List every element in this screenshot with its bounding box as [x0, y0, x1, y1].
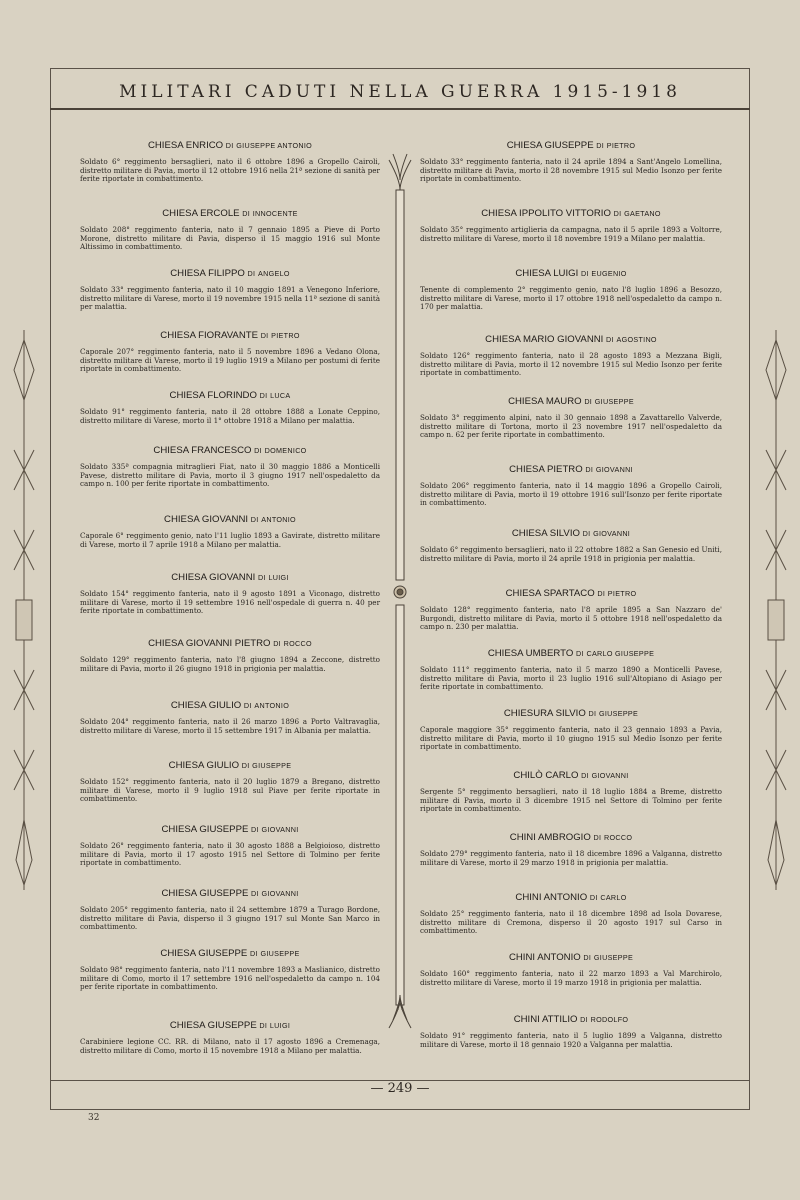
corner-page-number: 32 [88, 1113, 100, 1123]
entry [80, 700, 380, 735]
entry [420, 528, 722, 563]
entry [420, 648, 722, 692]
entry [420, 268, 722, 312]
entry-name: CHIESA MARIO GIOVANNI DI AGOSTINO [485, 334, 657, 345]
entry-name: CHIESA IPPOLITO VITTORIO DI GAETANO [481, 208, 661, 219]
entry [80, 760, 380, 804]
entry [80, 445, 380, 489]
entry-name: CHIESA UMBERTO DI CARLO GIUSEPPE [487, 648, 655, 659]
entry-text: Soldato 335ª compagnia mitraglieri Fiat, nato il 30 maggio 1886 a Monticelli Pavese, distretto militare di Pavia, morto il 3 giugno 1917 nell'ospedaletto da campo n. 100 per ferite riportate in combattimento. [80, 462, 380, 489]
entry-name: CHINI ATTILIO DI RODOLFO [513, 1014, 629, 1025]
entry-name: CHIESA GIUSEPPE DI LUIGI [169, 1020, 291, 1031]
entry-text: Soldato 35° reggimento artiglieria da campagna, nato il 5 aprile 1893 a Voltorre, distretto militare di Varese, morto il 18 novembre 1919 a Milano per malattia. [420, 225, 722, 243]
entry [80, 638, 380, 673]
entry-name: CHIESA FRANCESCO DI DOMENICO [153, 445, 307, 456]
entry-name: CHIESA ENRICO DI GIUSEPPE ANTONIO [147, 140, 313, 151]
entry-text: Soldato 91° reggimento fanteria, nato il 28 ottobre 1888 a Lonate Ceppino, distretto militare di Varese, morto il 1° ottobre 1918 a Milano per malattia. [80, 407, 380, 425]
entry-name: CHIESA FIORAVANTE DI PIETRO [160, 330, 300, 341]
entry-text: Soldato 26° reggimento fanteria, nato il 30 agosto 1888 a Belgioioso, distretto militare di Pavia, morto il 17 agosto 1915 nel Settore di Tolmino per ferite riportate in combattimento. [80, 841, 380, 868]
entry-name: CHIESA FLORINDO DI LUCA [169, 390, 291, 401]
entry-text: Soldato 279° reggimento fanteria, nato il 18 dicembre 1896 a Valganna, distretto militare di Varese, morto il 29 marzo 1918 in prigionia per malattia. [420, 849, 722, 867]
entry [420, 708, 722, 752]
entry-text: Soldato 98° reggimento fanteria, nato l'11 novembre 1893 a Maslianico, distretto militare di Como, morto il 17 settembre 1916 nell'ospedaletto da campo n. 104 per ferite riportate in combattimento. [80, 965, 380, 992]
entry [80, 268, 380, 312]
entry-text: Soldato 33° reggimento fanteria, nato il 10 maggio 1891 a Venegono Inferiore, distretto militare di Varese, morto il 19 novembre 1915 nella 11ª sezione di sanità per malattia. [80, 285, 380, 312]
entry-text: Soldato 6° reggimento bersaglieri, nato il 22 ottobre 1882 a San Genesio ed Uniti, distretto militare di Pavia, morto il 24 aprile 1918 in prigionia per malattia. [420, 545, 722, 563]
entry-text: Soldato 6° reggimento bersaglieri, nato il 6 ottobre 1896 a Gropello Cairoli, distretto militare di Pavia, morto il 12 ottobre 1916 nella 21ª sezione di sanità per ferite riportate in combattimento. [80, 157, 380, 184]
entry [80, 824, 380, 868]
entry [80, 140, 380, 184]
entry-name: CHIESA GIUSEPPE DI PIETRO [506, 140, 636, 151]
entry-text: Carabiniere legione CC. RR. di Milano, nato il 17 agosto 1896 a Cremenaga, distretto militare di Como, morto il 15 novembre 1918 a Milano per malattia. [80, 1037, 380, 1055]
entry-name: CHINI ANTONIO DI GIUSEPPE [508, 952, 634, 963]
entry [80, 1020, 380, 1055]
entry [80, 390, 380, 425]
entry-text: Soldato 126° reggimento fanteria, nato il 28 agosto 1893 a Mezzana Bigli, distretto militare di Pavia, morto il 12 novembre 1915 sul Medio Isonzo per ferite riportate in combattimento. [420, 351, 722, 378]
entry-name: CHIESA GIOVANNI DI ANTONIO [164, 514, 296, 525]
entry [420, 892, 722, 936]
entry-name: CHIESURA SILVIO DI GIUSEPPE [503, 708, 639, 719]
entry-name: CHIESA SILVIO DI GIOVANNI [511, 528, 631, 539]
entry-text: Soldato 91° reggimento fanteria, nato il 5 luglio 1899 a Valganna, distretto militare di Varese, morto il 18 gennaio 1920 a Valganna per malattia. [420, 1031, 722, 1049]
page-number: — 249 — [370, 1081, 430, 1096]
entry [80, 888, 380, 932]
entry-name: CHIESA GIULIO DI GIUSEPPE [168, 760, 292, 771]
entry [80, 572, 380, 616]
entry [420, 464, 722, 508]
entry-text: Soldato 208° reggimento fanteria, nato il 7 gennaio 1895 a Pieve di Porto Morone, distretto militare di Pavia, disperso il 15 maggio 1916 sul Monte Altissimo in combattimento. [80, 225, 380, 252]
entry-text: Soldato 129° reggimento fanteria, nato l'8 giugno 1894 a Zeccone, distretto militare di Pavia, morto il 26 giugno 1918 in prigionia per malattia. [80, 655, 380, 673]
entry-text: Caporale maggiore 35° reggimento fanteria, nato il 23 gennaio 1893 a Pavia, distretto militare di Pavia, morto il 10 giugno 1915 sul Medio Isonzo per ferite riportate in combattimento. [420, 725, 722, 752]
entry-name: CHIESA GIULIO DI ANTONIO [170, 700, 290, 711]
entry-text: Soldato 160° reggimento fanteria, nato il 22 marzo 1893 a Val Marchirolo, distretto militare di Varese, morto il 19 marzo 1918 in prigionia per malattia. [420, 969, 722, 987]
entry-name: CHINI AMBROGIO DI ROCCO [509, 832, 633, 843]
entry-text: Soldato 128° reggimento fanteria, nato l'8 aprile 1895 a San Nazzaro de' Burgondi, distretto militare di Pavia, morto il 5 ottobre 1918 nell'ospedaletto da campo n. 230 per malattia. [420, 605, 722, 632]
entry [420, 396, 722, 440]
entry-text: Tenente di complemento 2° reggimento genio, nato l'8 luglio 1896 a Besozzo, distretto militare di Varese, morto il 17 ottobre 1918 nell'ospedaletto da campo n. 170 per malattia. [420, 285, 722, 312]
right-border-ornament [762, 330, 790, 890]
entry-name: CHIESA GIOVANNI DI LUIGI [171, 572, 289, 583]
entry-name: CHIESA LUIGI DI EUGENIO [515, 268, 627, 279]
entry [420, 588, 722, 632]
entry-text: Soldato 3° reggimento alpini, nato il 30 gennaio 1898 a Zavattarello Valverde, distretto militare di Tortona, morto il 23 novembre 1917 nell'ospedaletto da campo n. 62 per ferite riportate in combattimento. [420, 413, 722, 440]
entry-text: Sergente 5° reggimento bersaglieri, nato il 18 luglio 1884 a Breme, distretto militare di Pavia, morto il 3 dicembre 1915 nel Settore di Tolmino per ferite riportate in combattimento. [420, 787, 722, 814]
entry-text: Caporale 6° reggimento genio, nato l'11 luglio 1893 a Gavirate, distretto militare di Varese, morto il 7 aprile 1918 a Milano per malattia. [80, 531, 380, 549]
entry-name: CHIESA GIUSEPPE DI GIOVANNI [161, 888, 299, 899]
entry [80, 208, 380, 252]
entry [80, 514, 380, 549]
entry-text: Soldato 204° reggimento fanteria, nato il 26 marzo 1896 a Porto Valtravaglia, distretto militare di Varese, morto il 15 settembre 1917 in Albania per malattia. [80, 717, 380, 735]
entry-name: CHIESA GIUSEPPE DI GIOVANNI [161, 824, 299, 835]
entry-text: Soldato 25° reggimento fanteria, nato il 18 dicembre 1898 ad Isola Dovarese, distretto militare di Cremona, disperso il 20 agosto 1917 sul Carso in combattimento. [420, 909, 722, 936]
entry-name: CHIESA MAURO DI GIUSEPPE [508, 396, 634, 407]
entry-name: CHIESA SPARTACO DI PIETRO [505, 588, 637, 599]
entry [420, 140, 722, 184]
entry-name: CHIESA GIUSEPPE DI GIUSEPPE [160, 948, 300, 959]
entry-name: CHIESA FILIPPO DI ANGELO [170, 268, 290, 279]
entry-text: Soldato 111° reggimento fanteria, nato il 5 marzo 1890 a Monticelli Pavese, distretto militare di Pavia, morto il 23 luglio 1916 sull'Altopiano di Asiago per ferite riportate in combattimento. [420, 665, 722, 692]
entry-text: Soldato 33° reggimento fanteria, nato il 24 aprile 1894 a Sant'Angelo Lomellina, distretto militare di Pavia, morto il 28 novembre 1915 sul Medio Isonzo per ferite riportate in combattimento. [420, 157, 722, 184]
entry-text: Caporale 207° reggimento fanteria, nato il 5 novembre 1896 a Vedano Olona, distretto militare di Varese, morto il 19 luglio 1919 a Milano per postumi di ferite riportate in combattimento. [80, 347, 380, 374]
entry-name: CHIESA ERCOLE DI INNOCENTE [162, 208, 298, 219]
entry [80, 948, 380, 992]
entry-name: CHIESA PIETRO DI GIOVANNI [509, 464, 633, 475]
entry-name: CHINI ANTONIO DI CARLO [515, 892, 627, 903]
entry-text: Soldato 154° reggimento fanteria, nato il 9 agosto 1891 a Viconago, distretto militare di Varese, morto il 19 settembre 1916 nell'ospedale di guerra n. 40 per ferite riportate in combattimento. [80, 589, 380, 616]
entry [420, 1014, 722, 1049]
entry-name: CHIESA GIOVANNI PIETRO DI ROCCO [148, 638, 312, 649]
entry-name: CHILÒ CARLO DI GIOVANNI [513, 770, 629, 781]
entry-text: Soldato 205° reggimento fanteria, nato il 24 settembre 1879 a Turago Bordone, distretto militare di Pavia, disperso il 3 giugno 1917 sul Monte San Marco in combattimento. [80, 905, 380, 932]
entry-text: Soldato 152° reggimento fanteria, nato il 20 luglio 1879 a Bregano, distretto militare di Varese, morto il 9 luglio 1918 sul Piave per ferite riportate in combattimento. [80, 777, 380, 804]
page-title: MILITARI CADUTI NELLA GUERRA 1915-1918 [50, 70, 750, 110]
entry [420, 208, 722, 243]
left-border-ornament [10, 330, 38, 890]
entry [420, 832, 722, 867]
entry [420, 334, 722, 378]
entry-text: Soldato 206° reggimento fanteria, nato il 14 maggio 1896 a Gropello Cairoli, distretto militare di Pavia, morto il 19 ottobre 1916 sull'Isonzo per ferite riportate in combattimento. [420, 481, 722, 508]
entry [420, 770, 722, 814]
entry [420, 952, 722, 987]
entry [80, 330, 380, 374]
column-divider-ornament [383, 150, 417, 1030]
